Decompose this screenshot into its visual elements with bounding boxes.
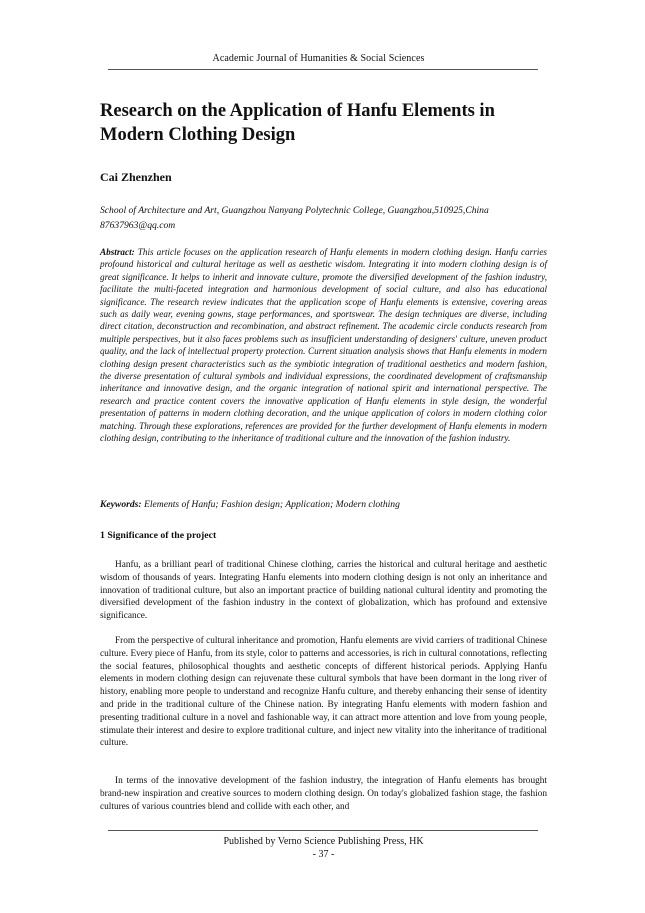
- abstract: [100, 246, 547, 445]
- page-number: - 37 -: [312, 849, 335, 860]
- author-email: 87637963@qq.com: [100, 220, 176, 231]
- abstract-label: Abstract:: [100, 247, 135, 257]
- section-heading: 1 Significance of the project: [100, 530, 217, 541]
- keywords: [100, 499, 547, 510]
- author-affiliation: [100, 203, 547, 233]
- article-title: Research on the Application of Hanfu Elements in Modern Clothing Design: [100, 101, 495, 145]
- running-header: Academic Journal of Humanities & Social Sciences: [212, 53, 425, 64]
- body-paragraph-1: Hanfu, as a brilliant pearl of traditional Chinese clothing, carries the historical and cultural heritage and aesthetic wisdom of thousands of years. Integrating Hanfu elements into modern clothing design is not only an inheritance and innovation of traditional culture, but also an important practice of building national cultural identity and promoting the diversified development of the fashion industry in the context of globalization, which has profound and extensive significance.: [100, 560, 547, 622]
- keywords-text: Elements of Hanfu; Fashion design; Application; Modern clothing: [143, 499, 400, 510]
- header-rule: [108, 69, 538, 70]
- publisher-line: Published by Verno Science Publishing Press, HK: [223, 836, 424, 847]
- body-paragraph-3: In terms of the innovative development of the fashion industry, the integration of Hanfu elements has brought brand-new inspiration and creative sources to modern clothing design. On today's globalized fashion stage, the fashion cultures of various countries blend and collide with each other, and: [100, 776, 547, 812]
- body-paragraph-2: From the perspective of cultural inheritance and promotion, Hanfu elements are vivid carriers of traditional Chinese culture. Every piece of Hanfu, from its style, color to patterns and accessories, is rich in cultural connotations, reflecting the social features, philosophical thoughts and aesthetic concepts of different historical periods. Applying Hanfu elements in modern clothing design can rejuvenate these cultural symbols that have been dormant in the long river of history, enabling more people to understand and recognize Hanfu culture, and thereby enhancing their sense of identity and pride in the traditional culture of the Chinese nation. By integrating Hanfu elements with modern fashion and presenting traditional culture in a novel and fashionable way, it can attract more attention and love from young people, stimulate their interest and desire to explore traditional culture, and inject new vitality into the inheritance of traditional culture.: [100, 636, 547, 749]
- abstract-text: This article focuses on the application research of Hanfu elements in modern clothing design. Hanfu carries profound historical and cultural heritage as well as aesthetic wisdom. Integrating it into modern clothing design is of great significance. It helps to inherit and innovate culture, promote the diversified development of the fashion industry, facilitate the multi-faceted integration and harmonious development of social culture, and also has educational significance. The research review indicates that the application scope of Hanfu elements is extensive, covering areas such as daily wear, evening gowns, stage performances, and sportswear. The design techniques are diverse, including direct citation, deconstruction and recombination, and abstract refinement. The academic circle conducts research from multiple perspectives, but it also faces problems such as insufficient understanding of designers' culture, uneven product quality, and the lack of intellectual property protection. Current situation analysis shows that Hanfu elements in modern clothing design present characteristics such as the symbiotic integration of traditional aesthetics and modern fashion, the diverse presentation of cultural symbols and individual expressions, the coordinated development of craftsmanship inheritance and innovative design, and the organic integration of national spirit and international perspective. The research and practice content covers the innovative application of Hanfu elements in style design, the wonderful presentation of patterns in modern clothing decoration, and the unique application of colors in modern clothing color matching. Through these explorations, references are provided for the further development of Hanfu elements in modern clothing design, contributing to the inheritance of traditional culture and the innovation of the fashion industry.: [100, 247, 548, 444]
- affiliation-text: School of Architecture and Art, Guangzhou Nanyang Polytechnic College, Guangzhou,510925,China: [100, 205, 489, 216]
- author-name: Cai Zhenzhen: [100, 170, 172, 184]
- keywords-label: Keywords:: [100, 499, 142, 510]
- page-footer: [100, 835, 547, 861]
- footer-rule: [108, 830, 538, 831]
